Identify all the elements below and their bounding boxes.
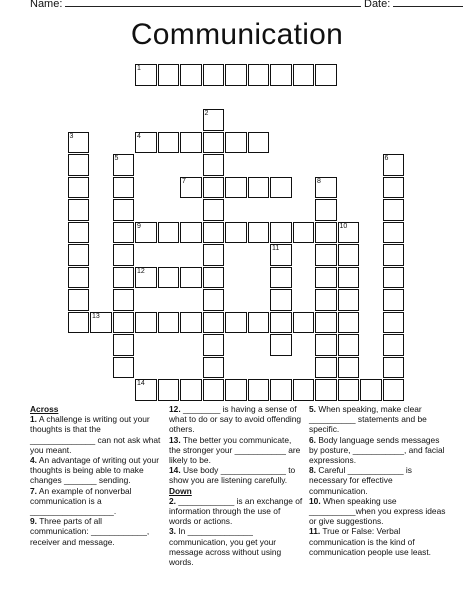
grid-cell[interactable]: [338, 312, 360, 334]
grid-cell[interactable]: [293, 222, 315, 244]
grid-cell[interactable]: [135, 379, 157, 401]
grid-cell[interactable]: [68, 244, 90, 266]
clue-down-6: 6. Body language sends messages by posture, ___________, and facial expressions.: [309, 434, 445, 466]
grid-cell[interactable]: [248, 312, 270, 334]
grid-cell[interactable]: [338, 334, 360, 356]
grid-cell[interactable]: [383, 357, 405, 379]
grid-cell[interactable]: [225, 177, 247, 199]
down-heading: Down: [169, 485, 192, 496]
grid-cell[interactable]: [113, 222, 135, 244]
grid-cell[interactable]: [293, 64, 315, 86]
grid-cell[interactable]: [68, 199, 90, 221]
clue-number: 7: [182, 177, 186, 185]
grid-cell[interactable]: [203, 267, 225, 289]
grid-cell[interactable]: [315, 289, 337, 311]
grid-cell[interactable]: [270, 177, 292, 199]
grid-cell[interactable]: [270, 379, 292, 401]
grid-cell[interactable]: [248, 222, 270, 244]
clue-number: 6: [384, 155, 389, 162]
grid-cell[interactable]: [225, 379, 247, 401]
clue-number: 14: [137, 380, 145, 387]
grid-cell[interactable]: [203, 379, 225, 401]
grid-cell[interactable]: [315, 177, 337, 199]
grid-cell[interactable]: [113, 312, 135, 334]
grid-cell[interactable]: [135, 222, 157, 244]
grid-cell[interactable]: [338, 379, 360, 401]
clue-down-3: 3. In ______________ communication, you get your message across without using words.: [169, 526, 282, 568]
grid-cell[interactable]: [113, 199, 135, 221]
grid-cell[interactable]: [338, 244, 360, 266]
grid-cell[interactable]: [68, 132, 90, 154]
grid-cell[interactable]: [158, 312, 180, 334]
clue-across-1: 1. A challenge is writing out your thoughts is that the ______________ can not ask what you meant.: [30, 414, 161, 455]
clue-number: 4: [137, 132, 141, 140]
name-label: Name:: [30, 0, 63, 10]
clue-number: 9: [137, 222, 141, 230]
grid-cell[interactable]: [203, 132, 225, 154]
clue-number: 10: [339, 222, 348, 230]
grid-cell[interactable]: [68, 312, 90, 334]
grid-cell[interactable]: [68, 289, 90, 311]
grid-cell[interactable]: [180, 64, 202, 86]
grid-cell[interactable]: [158, 64, 180, 86]
clue-across-7: 7. An example of nonverbal communication is a __________________.: [30, 485, 132, 517]
grid-cell[interactable]: [180, 267, 202, 289]
clue-number: 8: [317, 177, 321, 185]
grid-cell[interactable]: [225, 222, 247, 244]
grid-cell[interactable]: [113, 267, 135, 289]
grid-cell[interactable]: [68, 222, 90, 244]
grid-cell[interactable]: [383, 154, 405, 176]
grid-cell[interactable]: [113, 334, 135, 356]
grid-cell[interactable]: [203, 222, 225, 244]
grid-cell[interactable]: [383, 289, 405, 311]
clue-number: 12: [137, 267, 145, 275]
grid-cell[interactable]: [270, 222, 292, 244]
grid-cell[interactable]: [180, 222, 202, 244]
grid-cell[interactable]: [338, 289, 360, 311]
middle-column: [169, 404, 303, 567]
across-column: [30, 404, 162, 547]
grid-cell[interactable]: [135, 64, 157, 86]
grid-cell[interactable]: [383, 312, 405, 334]
grid-cell[interactable]: [383, 244, 405, 266]
clue-across-14: 14. Use body ______________ to show you are listening carefully.: [169, 465, 296, 486]
grid-cell[interactable]: [113, 244, 135, 266]
clue-down-5: 5. When speaking, make clear __________ statements and be specific.: [309, 404, 427, 435]
grid-cell[interactable]: [383, 379, 405, 401]
grid-cell[interactable]: [203, 199, 225, 221]
grid-cell[interactable]: [383, 222, 405, 244]
grid-cell[interactable]: [203, 154, 225, 176]
grid-cell[interactable]: [338, 222, 360, 244]
grid-cell[interactable]: [248, 64, 270, 86]
clue-down-8: 8. Careful ____________ is necessary for effective communication.: [309, 465, 412, 496]
grid-cell[interactable]: [68, 267, 90, 289]
grid-cell[interactable]: [203, 177, 225, 199]
grid-cell[interactable]: [270, 64, 292, 86]
grid-cell[interactable]: [158, 132, 180, 154]
grid-cell[interactable]: [225, 64, 247, 86]
grid-cell[interactable]: [315, 334, 337, 356]
grid-cell[interactable]: [315, 244, 337, 266]
grid-cell[interactable]: [113, 154, 135, 176]
right-column: [309, 404, 449, 557]
grid-cell[interactable]: [203, 244, 225, 266]
grid-cell[interactable]: [315, 199, 337, 221]
grid-cell[interactable]: [203, 109, 225, 131]
grid-cell[interactable]: [135, 267, 157, 289]
clue-down-10: 10. When speaking use __________when you express ideas or give suggestions.: [309, 495, 446, 527]
grid-cell[interactable]: [68, 154, 90, 176]
clue-number: 3: [69, 132, 74, 140]
grid-cell[interactable]: [135, 312, 157, 334]
clue-down-2: 2. ____________ is an exchange of information through the use of words or actions.: [169, 495, 303, 527]
grid-cell[interactable]: [338, 357, 360, 379]
clue-across-4: 4. An advantage of writing out your thoughts is being able to make changes _______ sending.: [30, 455, 159, 486]
clue-number: 1: [137, 65, 141, 72]
clue-number: 2: [204, 110, 209, 117]
grid-cell[interactable]: [158, 267, 180, 289]
clue-down-11: 11. True or False: Verbal communication is the kind of communication people use least.: [309, 526, 431, 557]
clue-across-13: 13. The better you communicate, the stronger your ___________ are likely to be.: [169, 434, 301, 466]
grid-cell[interactable]: [203, 357, 225, 379]
grid-cell[interactable]: [383, 334, 405, 356]
across-clues-1: [30, 414, 162, 547]
grid-cell[interactable]: [270, 244, 292, 266]
grid-cell[interactable]: [270, 289, 292, 311]
grid-cell[interactable]: [180, 312, 202, 334]
grid-cell[interactable]: [315, 379, 337, 401]
grid-cell[interactable]: [315, 64, 337, 86]
grid-cell[interactable]: [158, 379, 180, 401]
grid-cell[interactable]: [383, 177, 405, 199]
grid-cell[interactable]: [113, 357, 135, 379]
grid-cell[interactable]: [90, 312, 112, 334]
grid-cell[interactable]: [180, 132, 202, 154]
grid-cell[interactable]: [315, 222, 337, 244]
grid-cell[interactable]: [158, 222, 180, 244]
grid-cell[interactable]: [293, 312, 315, 334]
grid-cell[interactable]: [180, 177, 202, 199]
grid-cell[interactable]: [248, 379, 270, 401]
grid-cell[interactable]: [203, 64, 225, 86]
clue-across-9: 9. Three parts of all communication: ____________, receiver and message.: [30, 516, 150, 547]
grid-cell[interactable]: [293, 379, 315, 401]
grid-cell[interactable]: [113, 289, 135, 311]
clue-number: 11: [272, 245, 280, 252]
grid-cell[interactable]: [360, 379, 382, 401]
grid-cell[interactable]: [338, 267, 360, 289]
page-title: Communication: [130, 18, 344, 51]
date-label: Date:: [364, 0, 391, 10]
grid-cell[interactable]: [203, 289, 225, 311]
grid-cell[interactable]: [135, 132, 157, 154]
grid-cell[interactable]: [225, 312, 247, 334]
grid-cell[interactable]: [315, 312, 337, 334]
grid-cell[interactable]: [383, 267, 405, 289]
grid-cell[interactable]: [248, 177, 270, 199]
grid-cell[interactable]: [383, 199, 405, 221]
clue-across-12: 12. ________ is having a sense of what to do or say to avoid offending others.: [169, 404, 302, 435]
grid-cell[interactable]: [270, 267, 292, 289]
grid-cell[interactable]: [315, 357, 337, 379]
clue-number: 13: [92, 312, 100, 320]
grid-cell[interactable]: [315, 267, 337, 289]
grid-cell[interactable]: [203, 334, 225, 356]
grid-cell[interactable]: [180, 379, 202, 401]
grid-cell[interactable]: [248, 132, 270, 154]
grid-cell[interactable]: [68, 177, 90, 199]
grid-cell[interactable]: [270, 334, 292, 356]
clue-number: 5: [114, 155, 119, 162]
across-heading: Across: [30, 404, 59, 414]
grid-cell[interactable]: [203, 312, 225, 334]
grid-cell[interactable]: [113, 177, 135, 199]
grid-cell[interactable]: [270, 312, 292, 334]
grid-cell[interactable]: [225, 132, 247, 154]
